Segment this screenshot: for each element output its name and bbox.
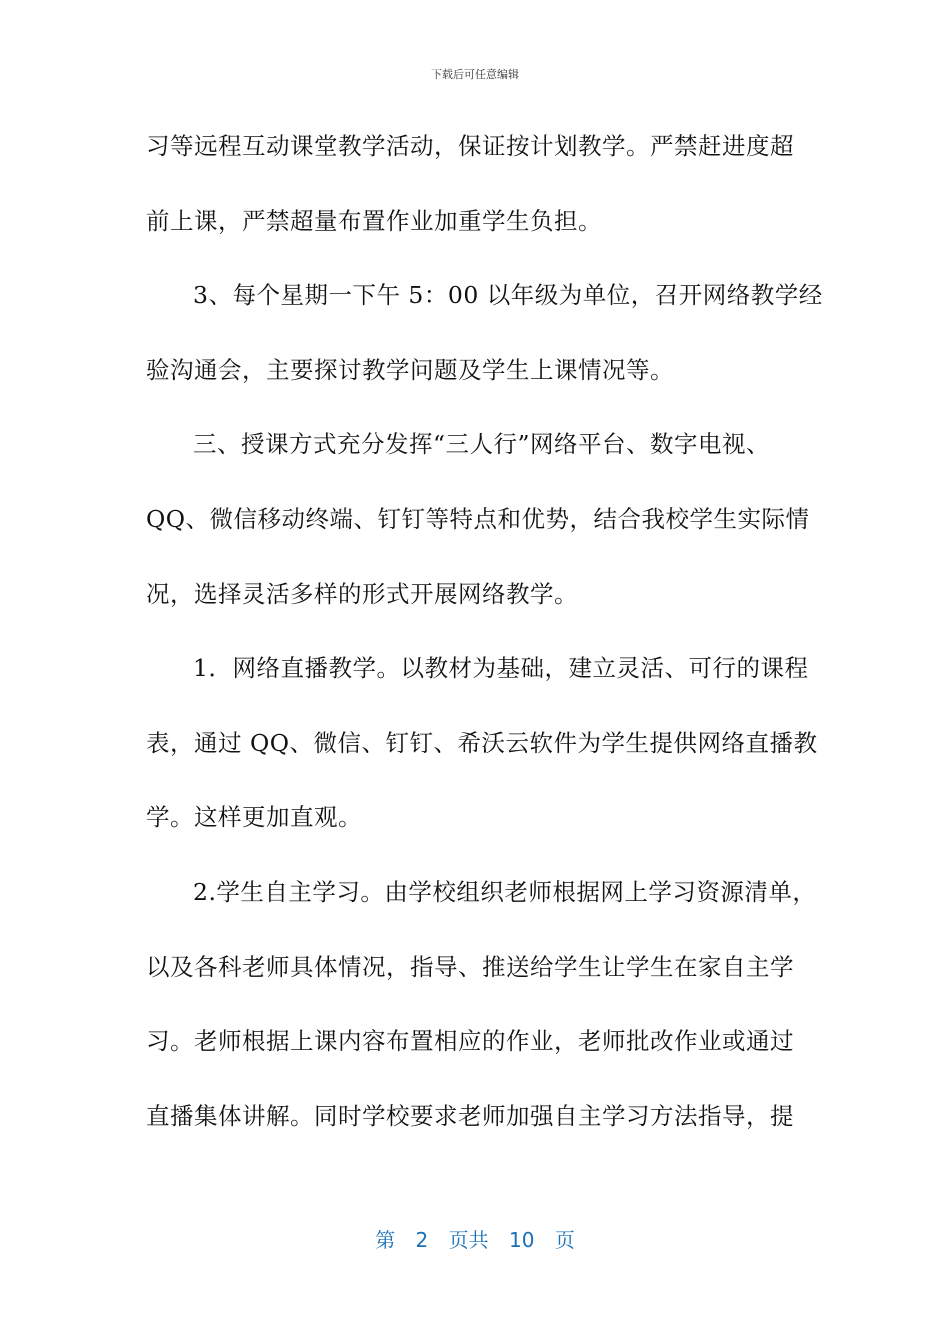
footer-prefix: 第 bbox=[375, 1228, 396, 1252]
text-line-10: 学。这样更加直观。 bbox=[146, 803, 362, 832]
footer-page-number: 2 bbox=[415, 1228, 429, 1252]
text-line-11: 2.学生自主学习。由学校组织老师根据网上学习资源清单， bbox=[193, 877, 817, 906]
text-line-2: 前上课，严禁超量布置作业加重学生负担。 bbox=[146, 206, 602, 235]
text-line-8: 1．网络直播教学。以教材为基础，建立灵活、可行的课程 bbox=[193, 654, 809, 683]
page-header-note: 下载后可任意编辑 bbox=[431, 68, 519, 81]
text-line-12: 以及各科老师具体情况，指导、推送给学生让学生在家自主学 bbox=[146, 952, 794, 981]
text-line-9: 表，通过 QQ、微信、钉钉、希沃云软件为学生提供网络直播教 bbox=[146, 728, 818, 757]
text-line-7: 况，选择灵活多样的形式开展网络教学。 bbox=[146, 579, 578, 608]
text-line-4: 验沟通会，主要探讨教学问题及学生上课情况等。 bbox=[146, 355, 674, 384]
footer-total-pages: 10 bbox=[509, 1228, 535, 1252]
text-line-6: QQ、微信移动终端、钉钉等特点和优势，结合我校学生实际情 bbox=[146, 504, 810, 533]
footer-suffix: 页 bbox=[554, 1228, 575, 1252]
text-line-13: 习。老师根据上课内容布置相应的作业，老师批改作业或通过 bbox=[146, 1027, 794, 1056]
text-line-14: 直播集体讲解。同时学校要求老师加强自主学习方法指导，提 bbox=[146, 1101, 794, 1130]
text-line-1: 习等远程互动课堂教学活动，保证按计划教学。严禁赶进度超 bbox=[146, 132, 794, 160]
page-footer bbox=[0, 1224, 950, 1253]
document-body bbox=[146, 124, 823, 1168]
text-line-5: 三、授课方式充分发挥“三人行”网络平台、数字电视、 bbox=[193, 430, 771, 459]
text-line-3: 3、每个星期一下午 5：00 以年级为单位，召开网络教学经 bbox=[193, 281, 823, 310]
footer-middle: 页共 bbox=[448, 1228, 489, 1252]
